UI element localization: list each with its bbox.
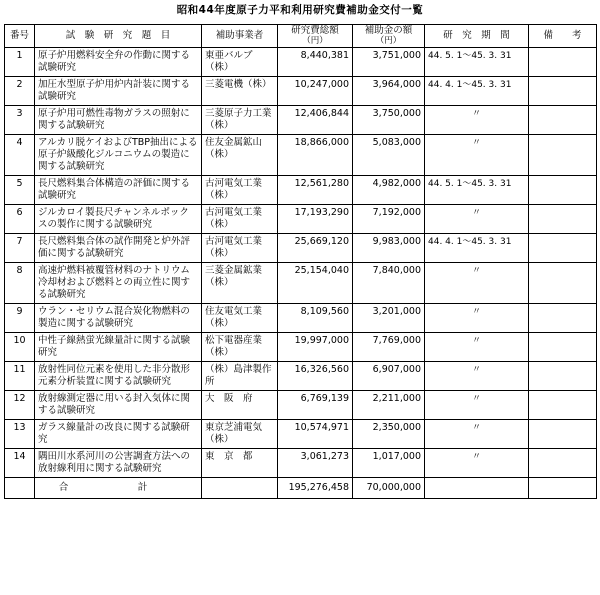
row-number: 9: [5, 304, 35, 333]
row-company: 古河電気工業（株）: [202, 205, 278, 234]
table-row: [5, 106, 597, 135]
row-company: 東京芝浦電気（株）: [202, 420, 278, 449]
table-row: [5, 449, 597, 478]
row-total-cost: 6,769,139: [278, 391, 353, 420]
row-total-cost: 25,669,120: [278, 234, 353, 263]
row-subject: 放射線測定器に用いる封入気体に関する試験研究: [35, 391, 202, 420]
table-row: [5, 362, 597, 391]
row-subject: 原子炉用可燃性毒物ガラスの照射に関する試験研究: [35, 106, 202, 135]
row-number: 4: [5, 135, 35, 176]
row-company: 住友電気工業（株）: [202, 304, 278, 333]
row-total-cost: 25,154,040: [278, 263, 353, 304]
row-remarks: [529, 391, 597, 420]
row-number: 10: [5, 333, 35, 362]
row-total-cost: 18,866,000: [278, 135, 353, 176]
row-subject: アルカリ脱ケイおよびTBP抽出による原子炉級酸化ジルコニウムの製造に関する試験研究: [35, 135, 202, 176]
header-grant-label: 補助金の額: [364, 25, 413, 36]
row-subject: 隅田川水系河川の公害調査方法への放射線利用に関する試験研究: [35, 449, 202, 478]
row-subject: 原子炉用燃料安全弁の作動に関する試験研究: [35, 48, 202, 77]
total-row: [5, 478, 597, 499]
row-remarks: [529, 449, 597, 478]
row-grant: 7,840,000: [353, 263, 425, 304]
total-company-cell: [202, 478, 278, 499]
row-number: 11: [5, 362, 35, 391]
row-number: 6: [5, 205, 35, 234]
row-grant: 3,201,000: [353, 304, 425, 333]
row-total-cost: 10,247,000: [278, 77, 353, 106]
row-number: 14: [5, 449, 35, 478]
row-remarks: [529, 176, 597, 205]
header-company: 補助事業者: [202, 25, 278, 48]
row-period: 44. 5. 1～45. 3. 31: [425, 176, 529, 205]
row-number: 8: [5, 263, 35, 304]
header-period: 研 究 期 間: [425, 25, 529, 48]
header-subject: 試 験 研 究 題 目: [35, 25, 202, 48]
row-grant: 5,083,000: [353, 135, 425, 176]
table-row: [5, 176, 597, 205]
table-row: [5, 420, 597, 449]
row-grant: 3,751,000: [353, 48, 425, 77]
row-remarks: [529, 362, 597, 391]
row-company: 住友金属鉱山（株）: [202, 135, 278, 176]
row-company: 松下電器産業（株）: [202, 333, 278, 362]
row-number: 12: [5, 391, 35, 420]
row-subject: ガラス線量計の改良に関する試験研究: [35, 420, 202, 449]
table-row: [5, 263, 597, 304]
header-row: [5, 25, 597, 48]
header-grant: [353, 25, 425, 48]
row-subject: 長尺燃料集合体構造の評価に関する試験研究: [35, 176, 202, 205]
row-period: 〃: [425, 420, 529, 449]
row-total-cost: 8,109,560: [278, 304, 353, 333]
row-subject: ウラン・セリウム混合炭化物燃料の製造に関する試験研究: [35, 304, 202, 333]
row-total-cost: 19,997,000: [278, 333, 353, 362]
row-grant: 6,907,000: [353, 362, 425, 391]
row-period: 44. 4. 1～45. 3. 31: [425, 234, 529, 263]
total-grant-sum: 70,000,000: [353, 478, 425, 499]
row-company: 古河電気工業（株）: [202, 176, 278, 205]
document-title: 昭和44年度原子力平和利用研究費補助金交付一覧: [176, 4, 424, 16]
row-period: 〃: [425, 304, 529, 333]
row-company: 三菱電機（株）: [202, 77, 278, 106]
row-period: 〃: [425, 449, 529, 478]
header-no: 番号: [5, 25, 35, 48]
row-period: 〃: [425, 391, 529, 420]
row-total-cost: 12,561,280: [278, 176, 353, 205]
total-no-cell: [5, 478, 35, 499]
row-subject: 長尺燃料集合体の試作開発と炉外評価に関する試験研究: [35, 234, 202, 263]
row-subject: 中性子線熱蛍光線量計に関する試験研究: [35, 333, 202, 362]
row-subject: ジルカロイ製長尺チャンネルボックスの製作に関する試験研究: [35, 205, 202, 234]
table-row: [5, 234, 597, 263]
row-period: 44. 4. 1～45. 3. 31: [425, 77, 529, 106]
header-grant-unit: （円）: [375, 36, 402, 46]
row-period: 〃: [425, 333, 529, 362]
total-remarks-cell: [529, 478, 597, 499]
row-subject: 加圧水型原子炉用炉内計装に関する試験研究: [35, 77, 202, 106]
row-grant: 7,192,000: [353, 205, 425, 234]
table-row: [5, 391, 597, 420]
row-period: 〃: [425, 106, 529, 135]
table-row: [5, 333, 597, 362]
row-number: 7: [5, 234, 35, 263]
header-total-cost-label: 研究費総額: [291, 25, 339, 36]
row-grant: 2,211,000: [353, 391, 425, 420]
row-number: 1: [5, 48, 35, 77]
header-remarks: 備 考: [529, 25, 597, 48]
grant-table: [4, 24, 597, 499]
table-row: [5, 135, 597, 176]
row-remarks: [529, 205, 597, 234]
row-grant: 2,350,000: [353, 420, 425, 449]
header-total-cost: [278, 25, 353, 48]
row-period: 44. 5. 1～45. 3. 31: [425, 48, 529, 77]
table-row: [5, 205, 597, 234]
header-total-cost-unit: （円）: [302, 36, 328, 46]
table-row: [5, 304, 597, 333]
table-body: [5, 48, 597, 478]
row-company: 大 阪 府: [202, 391, 278, 420]
table-row: [5, 48, 597, 77]
row-remarks: [529, 106, 597, 135]
row-remarks: [529, 48, 597, 77]
row-grant: 1,017,000: [353, 449, 425, 478]
row-grant: 7,769,000: [353, 333, 425, 362]
row-number: 5: [5, 176, 35, 205]
row-company: 古河電気工業（株）: [202, 234, 278, 263]
row-company: 三菱原子力工業（株）: [202, 106, 278, 135]
row-grant: 9,983,000: [353, 234, 425, 263]
row-remarks: [529, 234, 597, 263]
row-number: 13: [5, 420, 35, 449]
row-remarks: [529, 420, 597, 449]
row-remarks: [529, 333, 597, 362]
table-row: [5, 77, 597, 106]
total-label: 合 計: [35, 478, 202, 499]
row-subject: 放射性同位元素を使用した非分散形元素分析装置に関する試験研究: [35, 362, 202, 391]
row-period: 〃: [425, 205, 529, 234]
row-company: 東 京 都: [202, 449, 278, 478]
row-total-cost: 10,574,971: [278, 420, 353, 449]
row-subject: 高速炉燃料被覆管材料のナトリウム冷却材および燃料との両立性に関する試験研究: [35, 263, 202, 304]
row-grant: 3,964,000: [353, 77, 425, 106]
row-period: 〃: [425, 263, 529, 304]
total-period-cell: [425, 478, 529, 499]
row-period: 〃: [425, 135, 529, 176]
row-grant: 3,750,000: [353, 106, 425, 135]
row-total-cost: 8,440,381: [278, 48, 353, 77]
row-total-cost: 17,193,290: [278, 205, 353, 234]
row-company: 東亜バルブ（株）: [202, 48, 278, 77]
row-grant: 4,982,000: [353, 176, 425, 205]
row-remarks: [529, 77, 597, 106]
total-cost-sum: 195,276,458: [278, 478, 353, 499]
row-total-cost: 3,061,273: [278, 449, 353, 478]
row-number: 3: [5, 106, 35, 135]
row-period: 〃: [425, 362, 529, 391]
row-remarks: [529, 135, 597, 176]
row-company: （株）島津製作所: [202, 362, 278, 391]
row-remarks: [529, 263, 597, 304]
row-total-cost: 12,406,844: [278, 106, 353, 135]
row-remarks: [529, 304, 597, 333]
row-company: 三菱金属鉱業（株）: [202, 263, 278, 304]
row-total-cost: 16,326,560: [278, 362, 353, 391]
row-number: 2: [5, 77, 35, 106]
